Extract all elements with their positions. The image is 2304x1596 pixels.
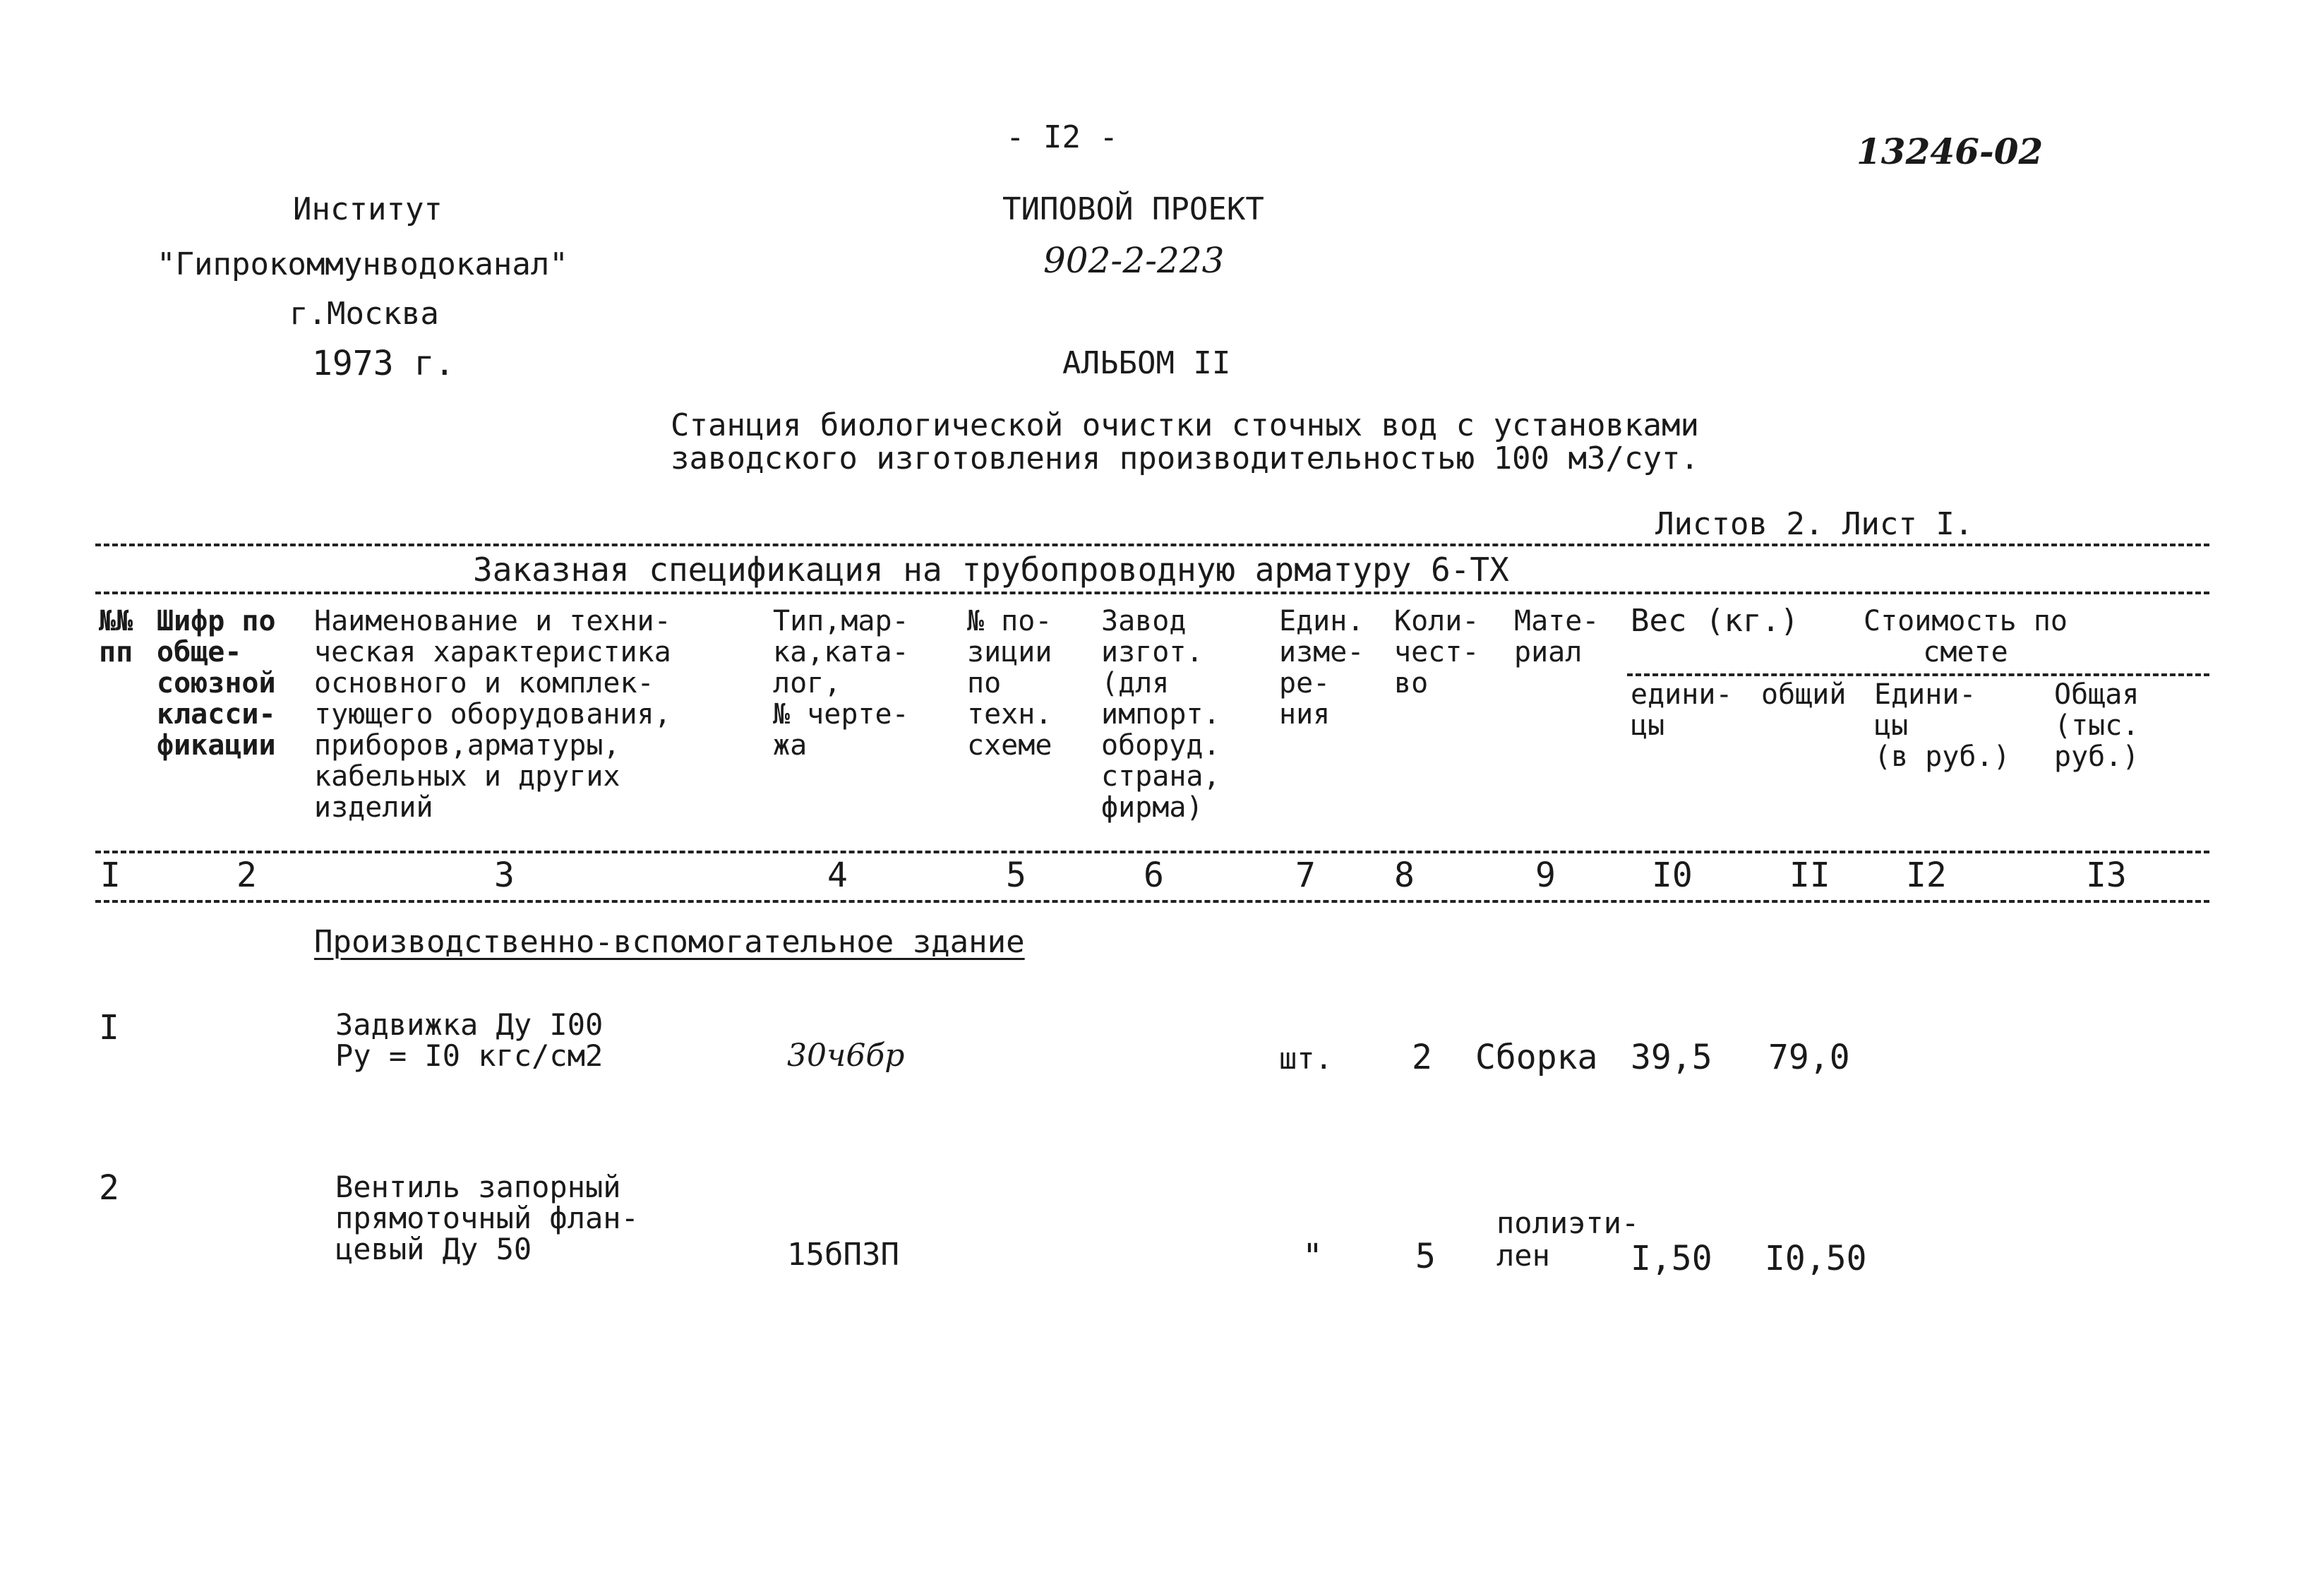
spec-title: Заказная спецификация на трубопроводную арматуру 6-ТХ [473,551,1509,589]
institute-line3: г.Москва [289,296,439,332]
project-label: ТИПОВОЙ ПРОЕКТ [1002,191,1264,227]
section-title: Производственно-вспомогательное здание [314,924,1025,960]
row2-qty: 5 [1415,1237,1436,1276]
col-number-12: I2 [1906,856,1947,895]
col-header-cost: Стоимость по смете [1864,605,2068,668]
row2-weight-unit: I,50 [1631,1239,1712,1278]
col-header-10: едини- цы [1631,678,1733,742]
row1-name: Задвижка Ду I00 Ру = I0 кгс/см2 [335,1007,604,1073]
row1-weight-unit: 39,5 [1631,1038,1712,1077]
institute-line1: Институт [293,191,443,227]
col-header-5: № по- зиции по техн. схеме [967,605,1052,762]
col-header-9: Мате- риал [1514,605,1600,668]
col-number-6: 6 [1144,856,1164,895]
col-number-13: I3 [2086,856,2127,895]
col-number-9: 9 [1535,856,1556,895]
col-number-8: 8 [1394,856,1415,895]
col-number-4: 4 [827,856,848,895]
row1-weight-total: 79,0 [1768,1038,1850,1077]
col-header-12: Едини- цы (в руб.) [1874,678,2010,773]
institute-line2: "Гипрокоммунводоканал" [157,246,568,282]
row2-unit: " [1302,1237,1323,1276]
col-number-3: 3 [494,856,515,895]
col-header-3: Наименование и техни- ческая характеристика основного и комплек- тующего оборудования, приборов,арматуры, кабельных и других изделий [314,605,671,824]
row1-number: I [99,1008,119,1048]
document-code: 13246-02 [1856,131,2044,172]
project-number: 902-2-223 [1043,240,1225,281]
spec-title-rule [95,592,2209,594]
row2-weight-total: I0,50 [1765,1239,1867,1278]
weight-subrule [1627,673,2209,676]
col-number-2: 2 [236,856,257,895]
title-line2: заводского изготовления производительностью 100 м3/сут. [671,440,1699,476]
table-top-rule [95,544,2209,546]
col-number-11: II [1789,856,1830,895]
col-header-7: Един. изме- ре- ния [1279,605,1364,731]
number-row-rule [95,900,2209,903]
row2-type: 15бП3П [787,1237,899,1273]
row1-type: 30ч6бр [787,1038,905,1074]
row2-name: Вентиль запорный прямоточный флан- цевый Ду 50 [335,1170,639,1266]
row1-material: Сборка [1475,1038,1598,1077]
col-header-1: №№ пп [99,605,133,668]
page-number: - I2 - [1006,119,1118,155]
col-number-1: I [100,856,121,895]
header-bottom-rule [95,851,2209,853]
title-line1: Станция биологической очистки сточных вод с установками [671,407,1699,443]
institute-line4: 1973 г. [312,344,455,383]
col-number-7: 7 [1295,856,1316,895]
sheets-info: Листов 2. Лист I. [1655,506,1974,542]
row2-material: полиэти- лен [1496,1206,1640,1273]
col-header-6: Завод изгот. (для импорт. оборуд. страна, фирма) [1101,605,1220,824]
row1-qty: 2 [1412,1038,1432,1077]
col-header-8: Коли- чест- во [1394,605,1480,700]
col-number-10: I0 [1652,856,1693,895]
col-header-11: общий [1761,678,1847,711]
row1-unit: шт. [1279,1041,1333,1076]
col-number-5: 5 [1006,856,1026,895]
album-label: АЛЬБОМ II [1062,345,1231,381]
col-header-weight: Вес (кг.) [1631,603,1799,639]
col-header-2: Шифр по обще- союзной класси- фикации [157,605,276,762]
col-header-4: Тип,мар- ка,ката- лог, № черте- жа [773,605,909,762]
col-header-13: Общая (тыс. руб.) [2054,678,2140,773]
row2-number: 2 [99,1168,119,1208]
